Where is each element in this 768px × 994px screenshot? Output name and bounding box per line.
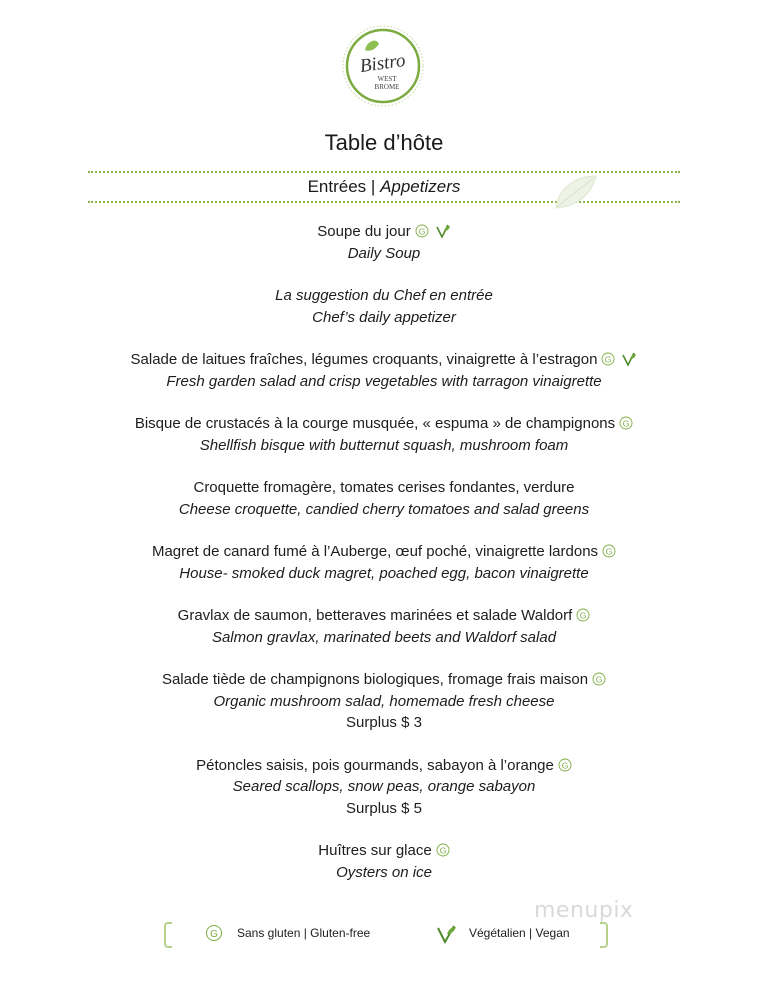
svg-text:G: G <box>605 546 613 557</box>
item-name-fr-text: Huîtres sur glace <box>318 842 432 859</box>
gluten-free-icon <box>415 224 429 238</box>
item-name-en: Chef’s daily appetizer <box>312 308 456 326</box>
section-en: Appetizers <box>380 177 461 196</box>
vegan-icon <box>435 924 457 944</box>
item-surcharge: Surplus $ 3 <box>346 714 422 731</box>
item-name-fr-text: Salade de laitues fraîches, légumes croquants, vinaigrette à l’estragon <box>130 351 598 368</box>
gluten-free-icon <box>601 352 615 366</box>
item-name-fr-text: Soupe du jour <box>317 223 411 240</box>
section-fr: Entrées <box>307 177 367 196</box>
svg-text:G: G <box>622 418 630 429</box>
svg-text:G: G <box>210 929 218 940</box>
svg-text:G: G <box>580 610 587 621</box>
legend <box>0 922 768 948</box>
svg-text:G: G <box>418 226 426 237</box>
item-name-en: Seared scallops, snow peas, orange sabayon <box>232 778 536 795</box>
item-name-en: Cheese croquette, candied cherry tomatoes and salad greens <box>178 500 590 518</box>
item-name-fr-text: Magret de canard fumé à l’Auberge, œuf poché, vinaigrette lardons <box>151 543 599 560</box>
item-name-fr-text: Pétoncles saisis, pois gourmands, sabayon à l’orange <box>196 756 554 774</box>
gluten-free-icon <box>558 758 572 772</box>
gluten-free-icon <box>592 672 606 686</box>
svg-text:G: G <box>561 760 569 770</box>
item-name-fr <box>0 285 768 307</box>
menu-item <box>0 669 768 734</box>
item-name-en: Fresh garden salad and crisp vegetables with tarragon vinaigrette <box>166 372 602 390</box>
item-name-en: Oysters on ice <box>336 863 432 881</box>
item-name-fr <box>0 221 768 243</box>
item-name-en: Salmon gravlax, marinated beets and Waldorf salad <box>211 628 557 646</box>
menu-item <box>0 285 768 328</box>
legend-bracket-right <box>600 922 608 948</box>
svg-text:G: G <box>595 674 603 685</box>
menu-item <box>0 840 768 883</box>
vegan-icon <box>621 352 637 366</box>
svg-text:WEST: WEST <box>377 75 397 83</box>
menu-item <box>0 755 768 820</box>
gluten-free-icon <box>205 924 223 942</box>
item-surcharge: Surplus $ 5 <box>346 799 422 817</box>
svg-text:Bistro: Bistro <box>358 49 407 78</box>
item-name-en: Organic mushroom salad, homemade fresh cheese <box>213 692 555 710</box>
item-name-fr-text: Gravlax de saumon, betteraves marinées et salade Waldorf <box>177 607 573 624</box>
item-name-fr <box>0 605 768 627</box>
watermark: menupix <box>534 898 634 923</box>
item-name-en: House- smoked duck magret, poached egg, bacon vinaigrette <box>179 564 589 582</box>
item-name-fr <box>0 840 768 862</box>
legend-vegan-label: Végétalien | Vegan <box>469 926 570 940</box>
item-name-fr <box>0 669 768 691</box>
gluten-free-icon <box>619 416 633 430</box>
vegan-icon <box>435 224 451 238</box>
menu-items <box>0 221 768 904</box>
item-name-en: Shellfish bisque with butternut squash, mushroom foam <box>199 436 569 454</box>
page-title: Table d’hôte <box>324 130 444 155</box>
item-name-en: Daily Soup <box>347 244 421 262</box>
menu-item <box>0 413 768 456</box>
menu-item <box>0 477 768 520</box>
item-name-fr <box>0 541 768 563</box>
menu-item <box>0 541 768 584</box>
svg-text:G: G <box>605 354 612 365</box>
item-name-fr <box>0 349 768 371</box>
section-heading <box>0 177 768 197</box>
gluten-free-icon <box>436 843 450 857</box>
leaf-icon <box>552 170 598 212</box>
menu-item <box>0 605 768 648</box>
bistro-logo <box>341 24 425 108</box>
item-name-fr <box>0 477 768 499</box>
legend-bracket-left <box>164 922 172 948</box>
menu-item <box>0 221 768 264</box>
menu-item <box>0 349 768 392</box>
svg-text:BROME: BROME <box>374 83 400 91</box>
item-name-fr-text: Bisque de crustacés à la courge musquée, « espuma » de champignons <box>134 415 616 432</box>
svg-text:G: G <box>439 845 446 856</box>
item-name-fr-text: La suggestion du Chef en entrée <box>275 287 493 304</box>
gluten-free-icon <box>602 544 616 558</box>
item-name-fr-text: Croquette fromagère, tomates cerises fondantes, verdure <box>193 479 575 496</box>
legend-gluten-free-label: Sans gluten | Gluten-free <box>237 926 371 940</box>
gluten-free-icon <box>576 608 590 622</box>
item-name-fr <box>0 755 768 777</box>
item-name-fr-text: Salade tiède de champignons biologiques, fromage frais maison <box>161 671 589 688</box>
section-separator: | <box>366 177 381 196</box>
item-name-fr <box>0 413 768 435</box>
